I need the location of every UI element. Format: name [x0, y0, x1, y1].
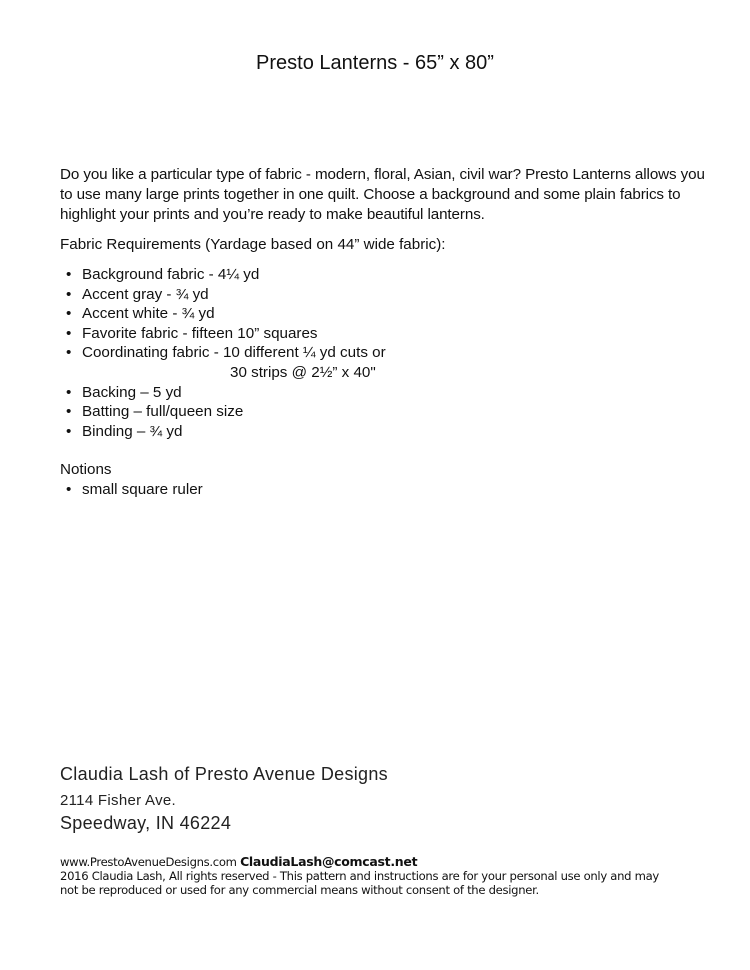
footer — [60, 855, 670, 897]
list-item: • Accent white - ¾ yd — [66, 304, 386, 324]
list-item: • Binding – ¾ yd — [66, 422, 386, 442]
notions-heading: Notions — [60, 461, 112, 478]
requirements-list — [66, 265, 386, 441]
list-item: • Background fabric - 4¼ yd — [66, 265, 386, 285]
list-item: • Backing – 5 yd — [66, 383, 386, 403]
notions-list — [66, 481, 203, 498]
signature-street: 2114 Fisher Ave. — [60, 792, 176, 809]
list-item: • Accent gray - ¾ yd — [66, 285, 386, 305]
copyright-text: 2016 Claudia Lash, All rights reserved - This pattern and instructions are for your personal use only and may not be reproduced or used for any commercial means without consent of the designer. — [60, 869, 659, 897]
list-item-continuation: 30 strips @ 2½” x 40" — [230, 363, 376, 381]
list-item: • small square ruler — [66, 481, 203, 498]
signature-city: Speedway, IN 46224 — [60, 813, 232, 833]
list-item: • Batting – full/queen size — [66, 402, 386, 422]
email-link[interactable]: ClaudiaLash@comcast.net — [240, 854, 418, 869]
requirements-heading: Fabric Requirements (Yardage based on 44” wide fabric): — [60, 236, 446, 253]
signature-name: Claudia Lash of Presto Avenue Designs — [60, 764, 388, 784]
website-link[interactable]: www.PrestoAvenueDesigns.com — [60, 855, 237, 869]
intro-paragraph: Do you like a particular type of fabric - modern, floral, Asian, civil war? Presto Lanterns allows you to use many large prints together in one quilt. Choose a background and some plain fabrics to highlight your prints and you’re ready to make beautiful lanterns. — [60, 166, 705, 223]
page-title: Presto Lanterns - 65” x 80” — [256, 52, 494, 74]
list-item: • Coordinating fabric - 10 different ¼ yd cuts or — [66, 343, 386, 363]
list-item: • Favorite fabric - fifteen 10” squares — [66, 324, 386, 344]
